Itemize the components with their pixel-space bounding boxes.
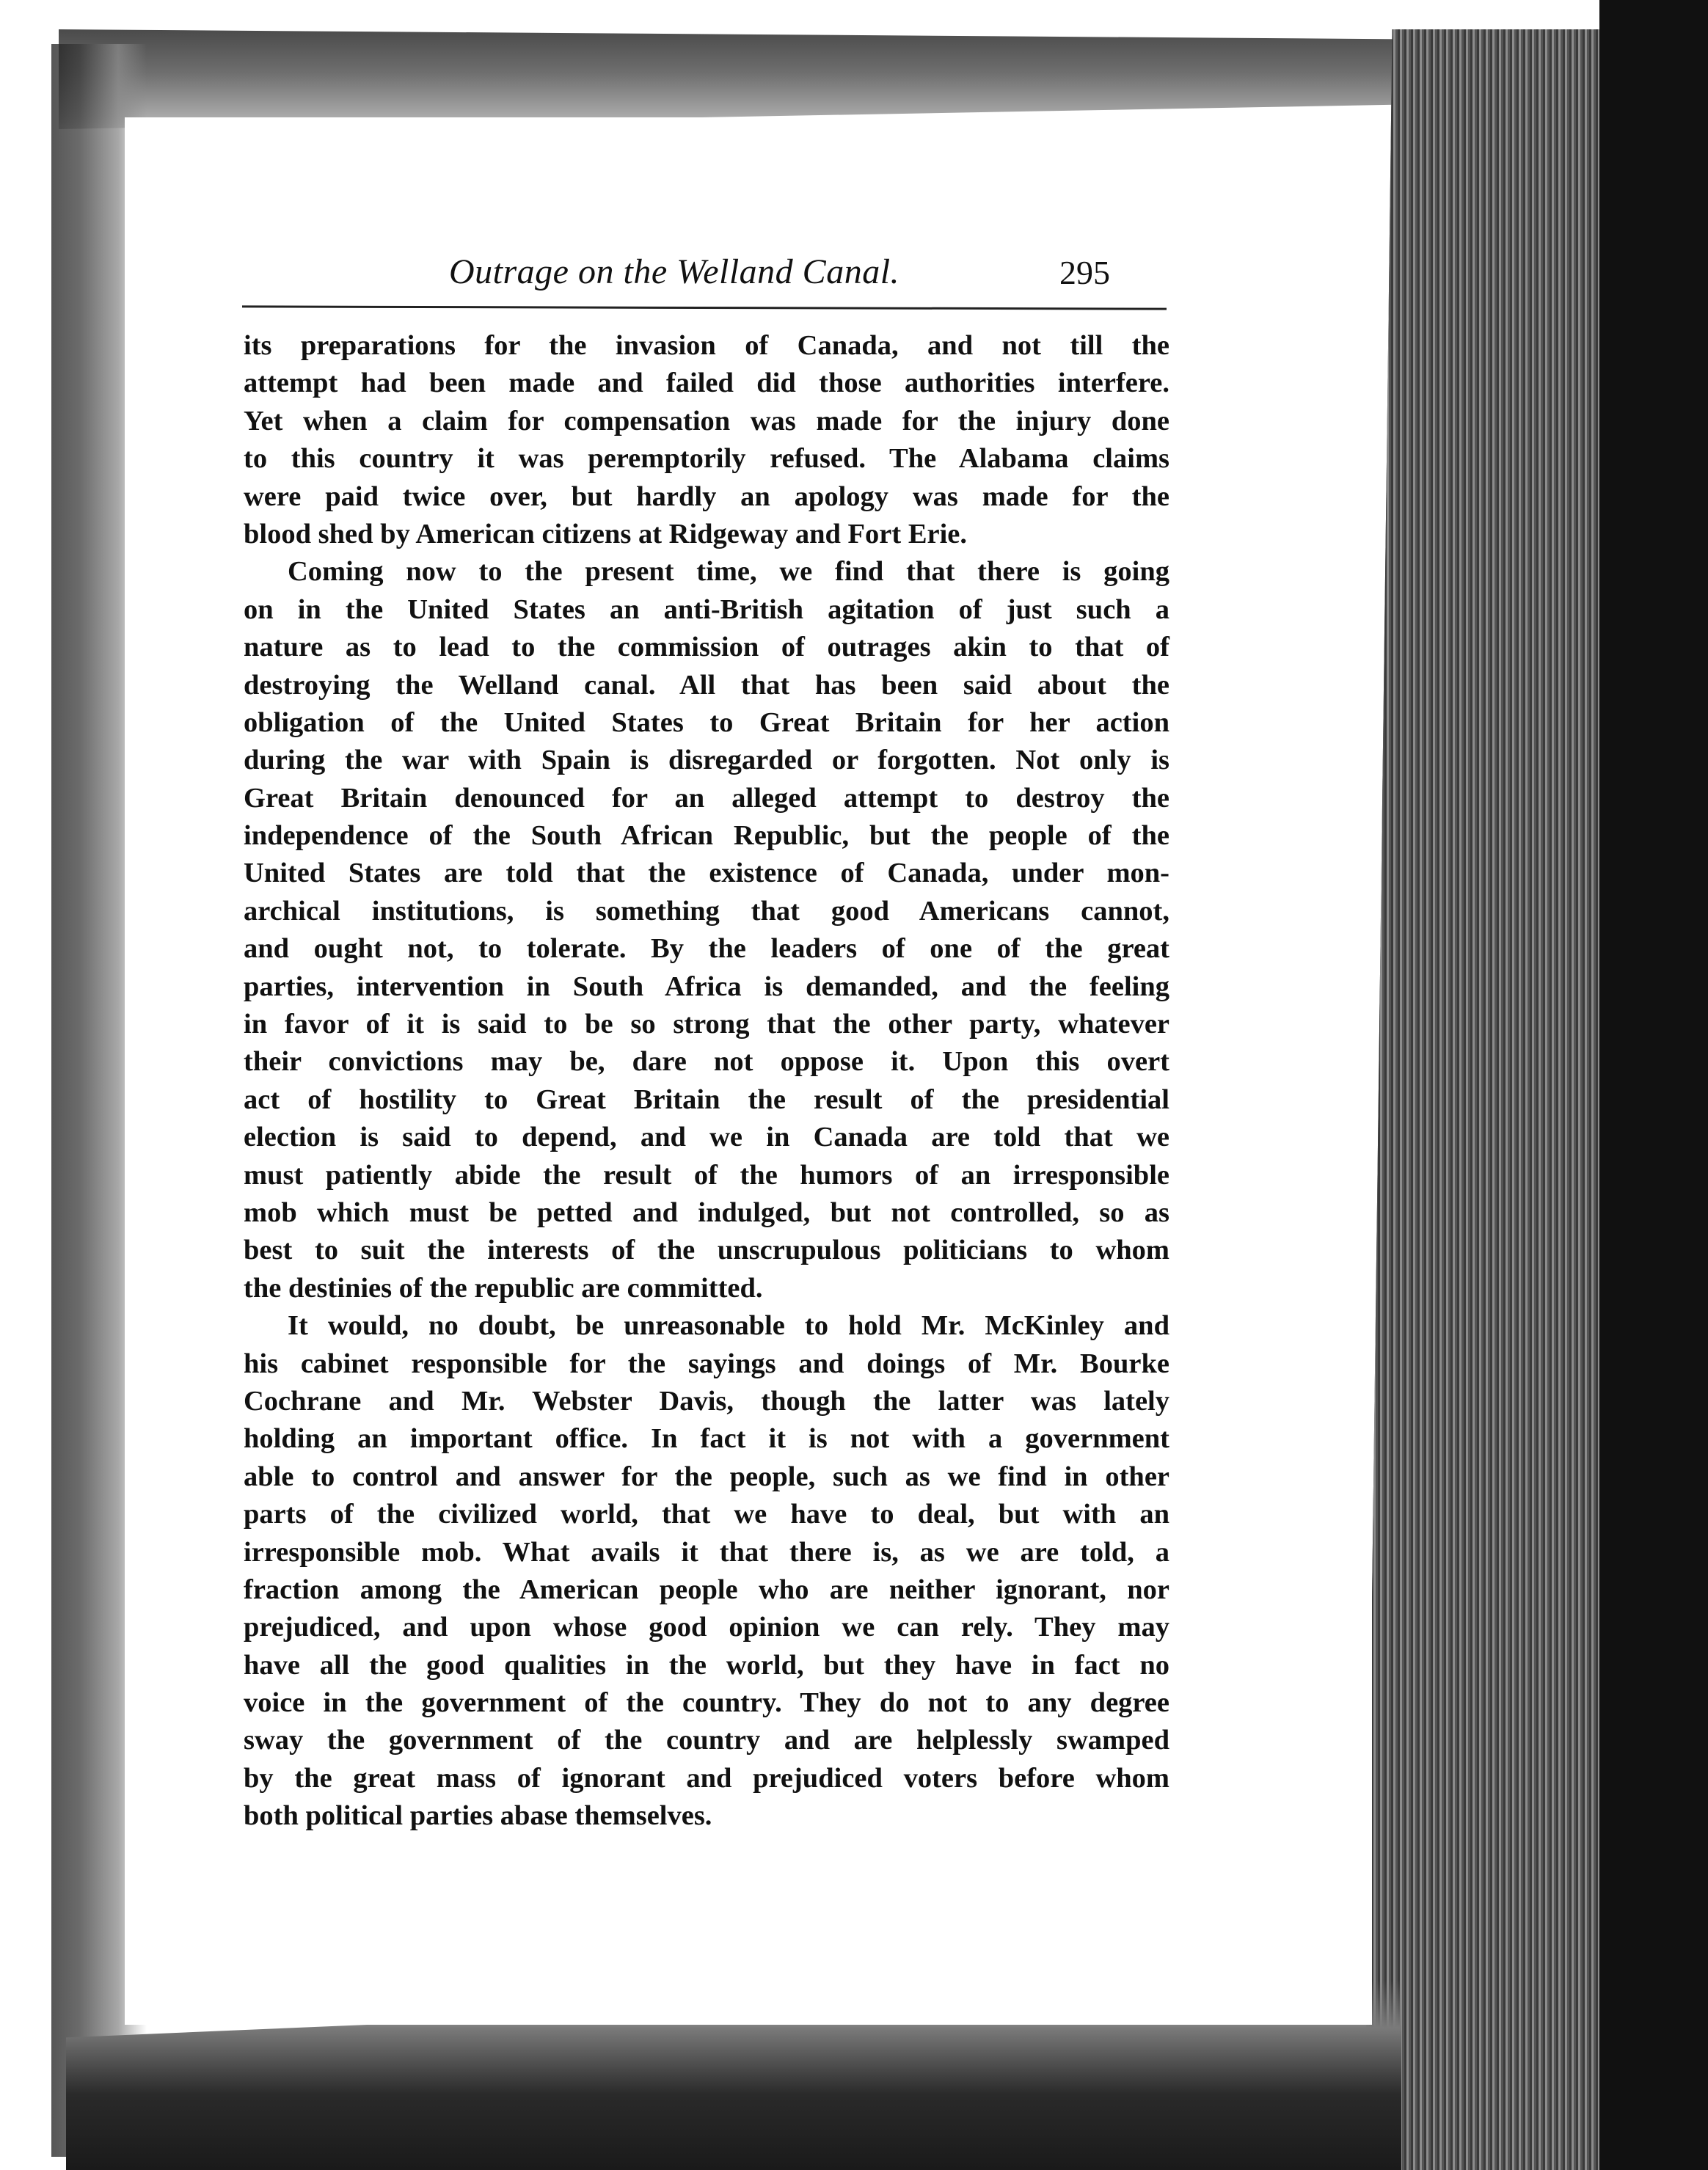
text-line: prejudiced, and upon whose good opinion we can rely. They may xyxy=(244,1612,1169,1643)
text-line: their convictions may be, dare not oppose it. Upon this overt xyxy=(244,1046,1169,1078)
header-rule xyxy=(242,305,1167,310)
text-line: and ought not, to tolerate. By the leaders of one of the great xyxy=(244,933,1169,965)
text-line: United States are told that the existence of Canada, under mon- xyxy=(244,858,1169,889)
text-line: Cochrane and Mr. Webster Davis, though the latter was lately xyxy=(244,1385,1169,1417)
text-line: to this country it was peremptorily refused. The Alabama claims xyxy=(244,443,1169,475)
running-head-title: Outrage on the Welland Canal. xyxy=(449,252,900,291)
text-line: attempt had been made and failed did those authorities interfere. xyxy=(244,368,1169,399)
text-line: fraction among the American people who are neither ignorant, nor xyxy=(244,1574,1169,1605)
text-line: nature as to lead to the commission of outrages akin to that of xyxy=(244,632,1169,663)
text-line: were paid twice over, but hardly an apology was made for the xyxy=(244,481,1169,512)
text-line: on in the United States an anti-British agitation of just such a xyxy=(244,593,1169,625)
text-line: Great Britain denounced for an alleged attempt to destroy the xyxy=(244,782,1169,814)
text-line: must patiently abide the result of the humors of an irresponsible xyxy=(244,1159,1169,1191)
body-text xyxy=(244,327,1169,1835)
text-line: It would, no doubt, be unreasonable to hold Mr. McKinley and xyxy=(288,1310,1169,1342)
text-line: sway the government of the country and are helplessly swamped xyxy=(244,1725,1169,1756)
text-line: its preparations for the invasion of Canada, and not till the xyxy=(244,330,1169,361)
text-line: best to suit the interests of the unscrupulous politicians to whom xyxy=(244,1235,1169,1266)
text-line: archical institutions, is something that good Americans cannot, xyxy=(244,895,1169,927)
text-line: Yet when a claim for compensation was made for the injury done xyxy=(244,405,1169,436)
text-line: independence of the South African Republic, but the people of the xyxy=(244,820,1169,852)
text-line: obligation of the United States to Great Britain for her action xyxy=(244,706,1169,738)
text-line: election is said to depend, and we in Canada are told that we xyxy=(244,1122,1169,1153)
text-line: irresponsible mob. What avails it that there is, as we are told, a xyxy=(244,1536,1169,1568)
text-line: act of hostility to Great Britain the result of the presidential xyxy=(244,1084,1169,1115)
text-line: by the great mass of ignorant and prejudiced voters before whom xyxy=(244,1762,1169,1794)
text-line: both political parties abase themselves. xyxy=(244,1800,712,1832)
text-line: mob which must be petted and indulged, but not controlled, so as xyxy=(244,1197,1169,1228)
text-line: voice in the government of the country. They do not to any degree xyxy=(244,1687,1169,1719)
text-line: during the war with Spain is disregarded or forgotten. Not only is xyxy=(244,745,1169,776)
text-line: parts of the civilized world, that we have to deal, but with an xyxy=(244,1499,1169,1530)
text-line: his cabinet responsible for the sayings and doings of Mr. Bourke xyxy=(244,1348,1169,1379)
text-line: blood shed by American citizens at Ridgeway and Fort Erie. xyxy=(244,518,967,549)
text-line: have all the good qualities in the world, but they have in fact no xyxy=(244,1649,1169,1681)
text-line: Coming now to the present time, we find that there is going xyxy=(288,556,1169,588)
text-line: holding an important office. In fact it is not with a government xyxy=(244,1423,1169,1455)
page-number: 295 xyxy=(1059,254,1110,291)
text-line: parties, intervention in South Africa is demanded, and the feeling xyxy=(244,971,1169,1002)
text-line: able to control and answer for the people, such as we find in other xyxy=(244,1461,1169,1492)
text-line: the destinies of the republic are committed. xyxy=(244,1272,763,1304)
text-line: destroying the Welland canal. All that has been said about the xyxy=(244,669,1169,701)
text-line: in favor of it is said to be so strong that the other party, whatever xyxy=(244,1009,1169,1040)
